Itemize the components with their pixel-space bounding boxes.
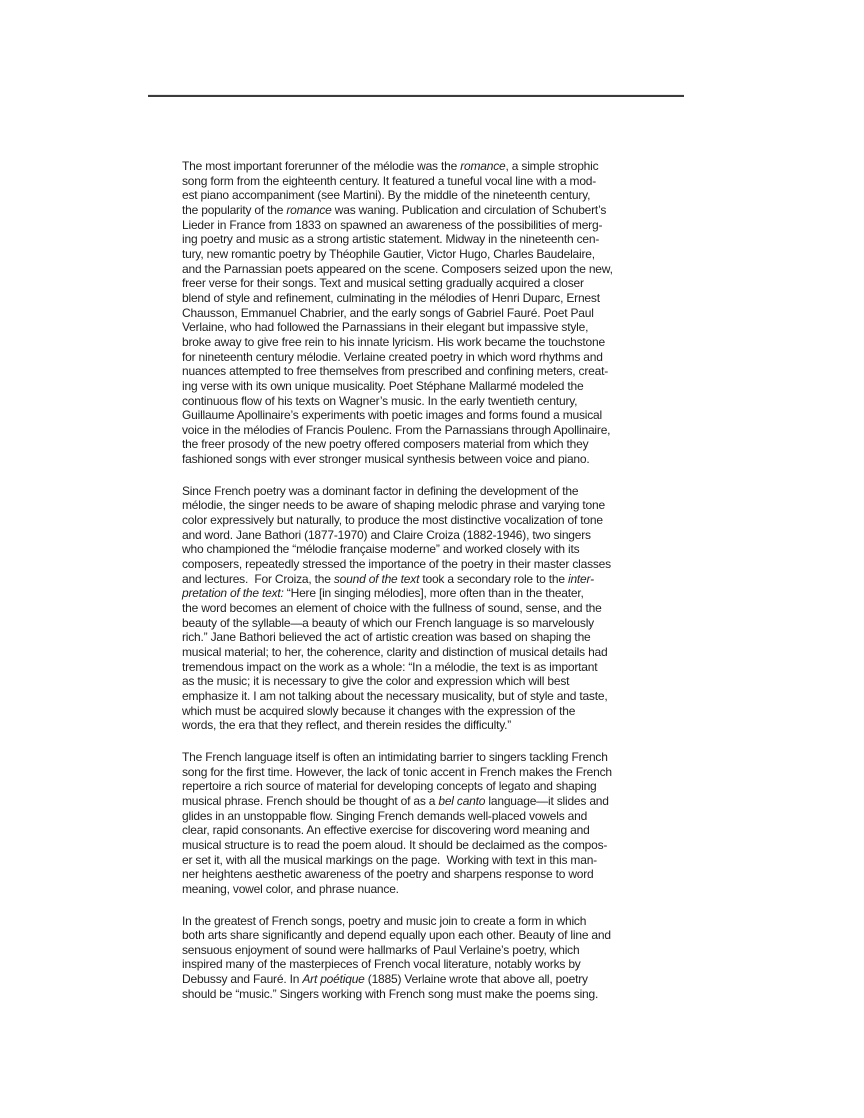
text-line	[182, 484, 682, 499]
text-line	[182, 823, 682, 838]
text-line	[182, 247, 682, 262]
text-segment: song form from the eighteenth century. It featured a tuneful vocal line with a mod-	[182, 173, 597, 188]
text-line	[182, 188, 682, 203]
text-segment: est piano accompaniment (see Martini). By the middle of the nineteenth century,	[182, 188, 591, 203]
text-line	[182, 232, 682, 247]
text-segment: and the Parnassian poets appeared on the scene. Composers seized upon the new,	[182, 261, 613, 276]
text-segment: meaning, vowel color, and phrase nuance.	[182, 881, 399, 896]
text-segment: Chausson, Emmanuel Chabrier, and the early songs of Gabriel Fauré. Poet Paul	[182, 305, 594, 320]
text-line	[182, 765, 682, 780]
text-line	[182, 718, 682, 733]
text-line	[182, 542, 682, 557]
text-segment-italic: bel canto	[438, 793, 486, 808]
text-line	[182, 572, 682, 587]
text-line	[182, 750, 682, 765]
text-line	[182, 704, 682, 719]
text-segment: composers, repeatedly stressed the importance of the poetry in their master classes	[182, 557, 611, 572]
text-segment: the popularity of the	[182, 202, 287, 217]
header-rule	[148, 94, 684, 97]
text-line	[182, 882, 682, 897]
text-segment: mélodie, the singer needs to be aware of shaping melodic phrase and varying tone	[182, 498, 605, 513]
text-segment: words, the era that they reflect, and therein resides the difficulty.”	[182, 718, 512, 733]
text-segment: er set it, with all the musical markings on the page. Working with text in this man-	[182, 852, 597, 867]
text-segment: The French language itself is often an intimidating barrier to singers tackling French	[182, 749, 608, 764]
text-segment: The most important forerunner of the mélodie was the	[182, 159, 461, 173]
text-segment: inspired many of the masterpieces of French vocal literature, notably works by	[182, 957, 581, 972]
text-segment: the freer prosody of the new poetry offered composers material from which they	[182, 437, 589, 452]
text-line	[182, 660, 682, 675]
text-segment: song for the first time. However, the lack of tonic accent in French makes the French	[182, 764, 612, 779]
text-segment: should be “music.” Singers working with French song must make the poems sing.	[182, 986, 599, 1001]
text-line	[182, 276, 682, 291]
text-segment: who championed the “mélodie française moderne” and worked closely with its	[182, 542, 580, 557]
text-line	[182, 557, 682, 572]
text-segment: Lieder in France from 1833 on spawned an awareness of the possibilities of merg-	[182, 217, 603, 232]
text-segment: took a secondary role to the	[419, 571, 568, 586]
text-line	[182, 437, 682, 452]
text-line	[182, 159, 682, 174]
text-segment: which must be acquired slowly because it changes with the expression of the	[182, 703, 576, 718]
text-segment: and word. Jane Bathori (1877-1970) and Claire Croiza (1882-1946), two singers	[182, 527, 591, 542]
document-text	[182, 159, 682, 1018]
text-segment: continuous flow of his texts on Wagner’s music. In the early twentieth century,	[182, 393, 578, 408]
paragraph-4	[182, 914, 682, 1002]
text-segment: In the greatest of French songs, poetry and music join to create a form in which	[182, 913, 587, 928]
text-line	[182, 867, 682, 882]
text-line	[182, 498, 682, 513]
text-segment: and lectures. For Croiza, the	[182, 571, 334, 586]
text-segment-italic: inter-	[567, 571, 594, 586]
text-line	[182, 645, 682, 660]
text-segment: emphasize it. I am not talking about the necessary musicality, but of style and taste,	[182, 688, 608, 703]
text-line	[182, 528, 682, 543]
text-line	[182, 350, 682, 365]
text-line	[182, 586, 682, 601]
text-line	[182, 320, 682, 335]
text-line	[182, 601, 682, 616]
text-segment: “Here [in singing mélodies], more often than in the theater,	[283, 586, 584, 601]
text-segment: blend of style and refinement, culminating in the mélodies of Henri Duparc, Ernest	[182, 290, 600, 305]
text-line	[182, 674, 682, 689]
text-line	[182, 379, 682, 394]
text-line	[182, 291, 682, 306]
text-segment: , a simple strophic	[505, 159, 599, 173]
text-line	[182, 408, 682, 423]
text-segment: (1885) Verlaine wrote that above all, poetry	[364, 972, 588, 987]
text-line	[182, 394, 682, 409]
text-segment: voice in the mélodies of Francis Poulenc. From the Parnassians through Apollinaire,	[182, 422, 611, 437]
text-line	[182, 779, 682, 794]
text-segment: freer verse for their songs. Text and musical setting gradually acquired a closer	[182, 276, 584, 291]
text-segment: Debussy and Fauré. In	[182, 972, 303, 987]
text-line	[182, 794, 682, 809]
text-segment-italic: sound of the text	[333, 571, 420, 586]
text-segment: tremendous impact on the work as a whole: “In a mélodie, the text is as important	[182, 659, 598, 674]
text-line	[182, 452, 682, 467]
text-segment: tury, new romantic poetry by Théophile Gautier, Victor Hugo, Charles Baudelaire,	[182, 246, 595, 261]
text-segment: the word becomes an element of choice with the fullness of sound, sense, and the	[182, 601, 602, 616]
text-line	[182, 928, 682, 943]
text-line	[182, 174, 682, 189]
text-segment: fashioned songs with ever stronger musical synthesis between voice and piano.	[182, 452, 590, 467]
text-line	[182, 914, 682, 929]
text-segment: was waning. Publication and circulation of Schubert’s	[331, 202, 607, 217]
text-segment: for nineteenth century mélodie. Verlaine created poetry in which word rhythms and	[182, 349, 603, 364]
text-segment: musical material; to her, the coherence, clarity and distinction of musical details had	[182, 645, 608, 659]
text-segment: clear, rapid consonants. An effective exercise for discovering word meaning and	[182, 823, 590, 838]
text-segment-italic: romance	[286, 202, 332, 217]
text-segment: repertoire a rich source of material for developing concepts of legato and shaping	[182, 779, 597, 794]
text-segment: beauty of the syllable—a beauty of which our French language is so marvelously	[182, 615, 594, 630]
text-segment: ner heightens aesthetic awareness of the poetry and sharpens response to word	[182, 867, 594, 882]
text-segment: musical structure is to read the poem aloud. It should be declaimed as the compos-	[182, 837, 608, 852]
text-line	[182, 853, 682, 868]
text-segment: nuances attempted to free themselves from prescribed and confining meters, creat-	[182, 364, 609, 379]
text-segment: sensuous enjoyment of sound were hallmarks of Paul Verlaine’s poetry, which	[182, 942, 580, 957]
text-line	[182, 306, 682, 321]
text-segment-italic: romance	[460, 159, 506, 173]
text-segment: as the music; it is necessary to give the color and expression which will best	[182, 674, 570, 689]
paragraph-2	[182, 484, 682, 733]
text-line	[182, 943, 682, 958]
text-line	[182, 987, 682, 1002]
text-line	[182, 203, 682, 218]
text-segment: musical phrase. French should be thought of as a	[182, 793, 439, 808]
text-segment: Verlaine, who had followed the Parnassians in their elegant but impassive style,	[182, 320, 589, 335]
text-line	[182, 262, 682, 277]
paragraph-3	[182, 750, 682, 897]
text-line	[182, 364, 682, 379]
text-line	[182, 972, 682, 987]
paragraph-1	[182, 159, 682, 467]
text-line	[182, 957, 682, 972]
text-segment: ing verse with its own unique musicality. Poet Stéphane Mallarmé modeled the	[182, 378, 584, 393]
text-segment-italic: pretation of the text:	[182, 586, 284, 601]
text-segment: both arts share significantly and depend equally upon each other. Beauty of line and	[182, 928, 611, 943]
text-segment: rich.” Jane Bathori believed the act of artistic creation was based on shaping the	[182, 630, 591, 645]
text-segment-italic: Art poétique	[302, 972, 365, 987]
text-segment: ing poetry and music as a strong artistic statement. Midway in the nineteenth cen-	[182, 232, 600, 247]
text-line	[182, 513, 682, 528]
text-segment: language—it slides and	[485, 793, 609, 808]
text-line	[182, 689, 682, 704]
text-segment: broke away to give free rein to his innate lyricism. His work became the touchstone	[182, 334, 605, 349]
text-line	[182, 335, 682, 350]
text-segment: Since French poetry was a dominant factor in defining the development of the	[182, 483, 579, 498]
text-line	[182, 630, 682, 645]
text-line	[182, 809, 682, 824]
text-line	[182, 616, 682, 631]
text-line	[182, 218, 682, 233]
text-segment: Guillaume Apollinaire’s experiments with poetic images and forms found a musical	[182, 408, 602, 423]
text-line	[182, 838, 682, 853]
text-line	[182, 423, 682, 438]
text-segment: color expressively but naturally, to produce the most distinctive vocalization of tone	[182, 513, 603, 528]
text-segment: glides in an unstoppable flow. Singing French demands well-placed vowels and	[182, 808, 588, 823]
